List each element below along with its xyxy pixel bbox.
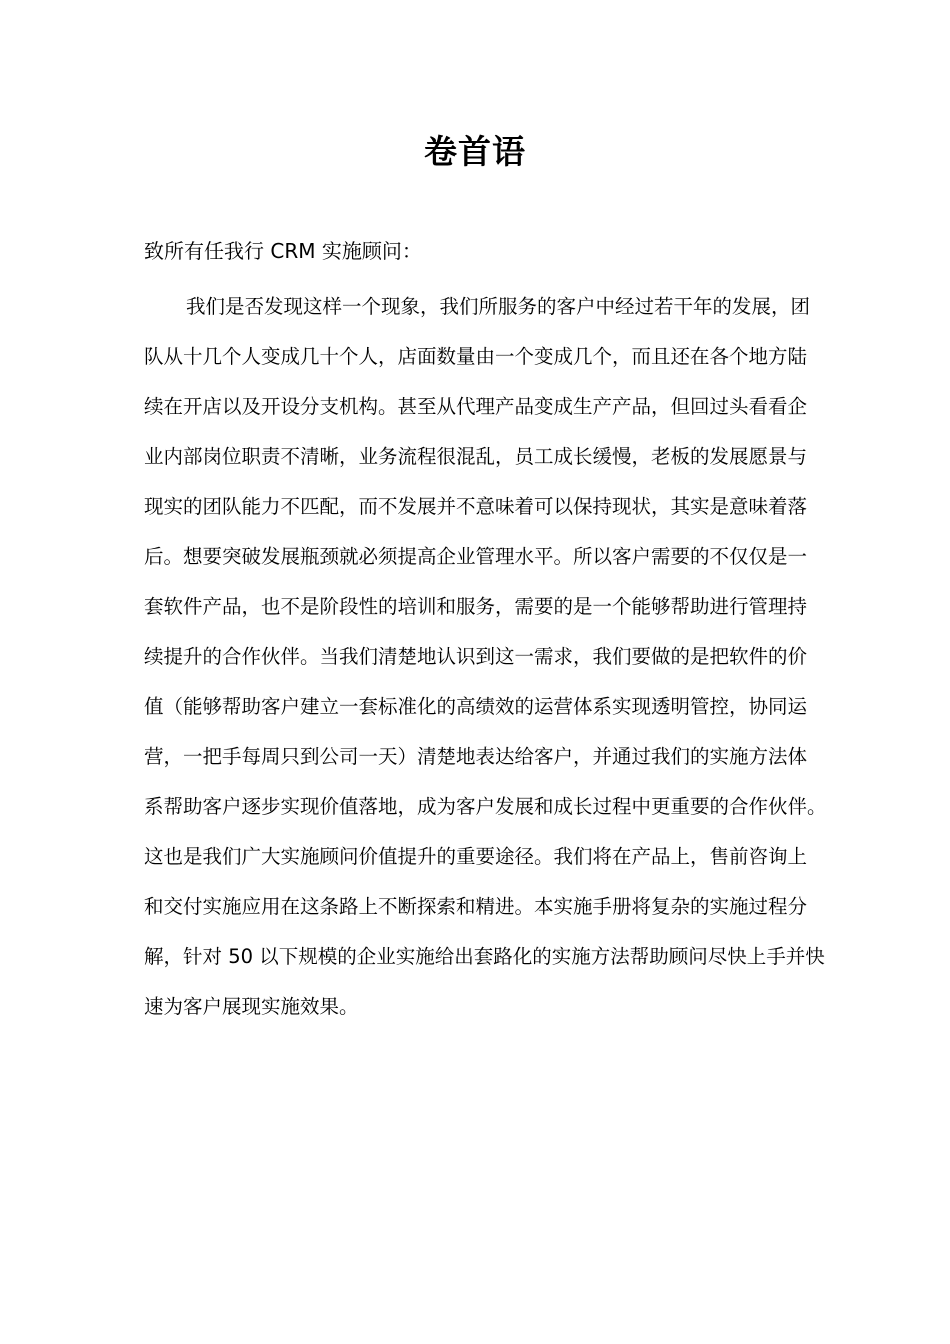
paragraph-line: 后。想要突破发展瓶颈就必须提高企业管理水平。所以客户需要的不仅仅是一 — [144, 545, 808, 568]
paragraph-line: 我们是否发现这样一个现象，我们所服务的客户中经过若干年的发展，团 — [186, 295, 811, 318]
paragraph-line: 现实的团队能力不匹配，而不发展并不意味着可以保持现状，其实是意味着落 — [144, 495, 808, 518]
paragraph-line: 营，一把手每周只到公司一天）清楚地表达给客户，并通过我们的实施方法体 — [144, 745, 808, 768]
page-title: 卷首语 — [424, 132, 526, 171]
paragraph-line: 和交付实施应用在这条路上不断探索和精进。本实施手册将复杂的实施过程分 — [144, 895, 808, 918]
paragraph-line: 解，针对 50 以下规模的企业实施给出套路化的实施方法帮助顾问尽快上手并快 — [144, 945, 825, 968]
paragraph-line: 业内部岗位职责不清晰，业务流程很混乱，员工成长缓慢，老板的发展愿景与 — [144, 445, 808, 468]
paragraph-line: 速为客户展现实施效果。 — [144, 995, 359, 1018]
paragraph-line: 系帮助客户逐步实现价值落地，成为客户发展和成长过程中更重要的合作伙伴。 — [144, 795, 827, 818]
paragraph-line: 队从十几个人变成几十个人，店面数量由一个变成几个，而且还在各个地方陆 — [144, 345, 808, 368]
salutation: 致所有任我行 CRM 实施顾问： — [144, 239, 422, 263]
paragraph-line: 套软件产品，也不是阶段性的培训和服务，需要的是一个能够帮助进行管理持 — [144, 595, 808, 618]
paragraph-line: 续提升的合作伙伴。当我们清楚地认识到这一需求，我们要做的是把软件的价 — [144, 645, 808, 668]
paragraph-line: 这也是我们广大实施顾问价值提升的重要途径。我们将在产品上，售前咨询上 — [144, 845, 808, 868]
body-paragraph — [144, 292, 827, 1042]
paragraph-line: 值（能够帮助客户建立一套标准化的高绩效的运营体系实现透明管控，协同运 — [144, 695, 808, 718]
paragraph-line: 续在开店以及开设分支机构。甚至从代理产品变成生产产品，但回过头看看企 — [144, 395, 808, 418]
